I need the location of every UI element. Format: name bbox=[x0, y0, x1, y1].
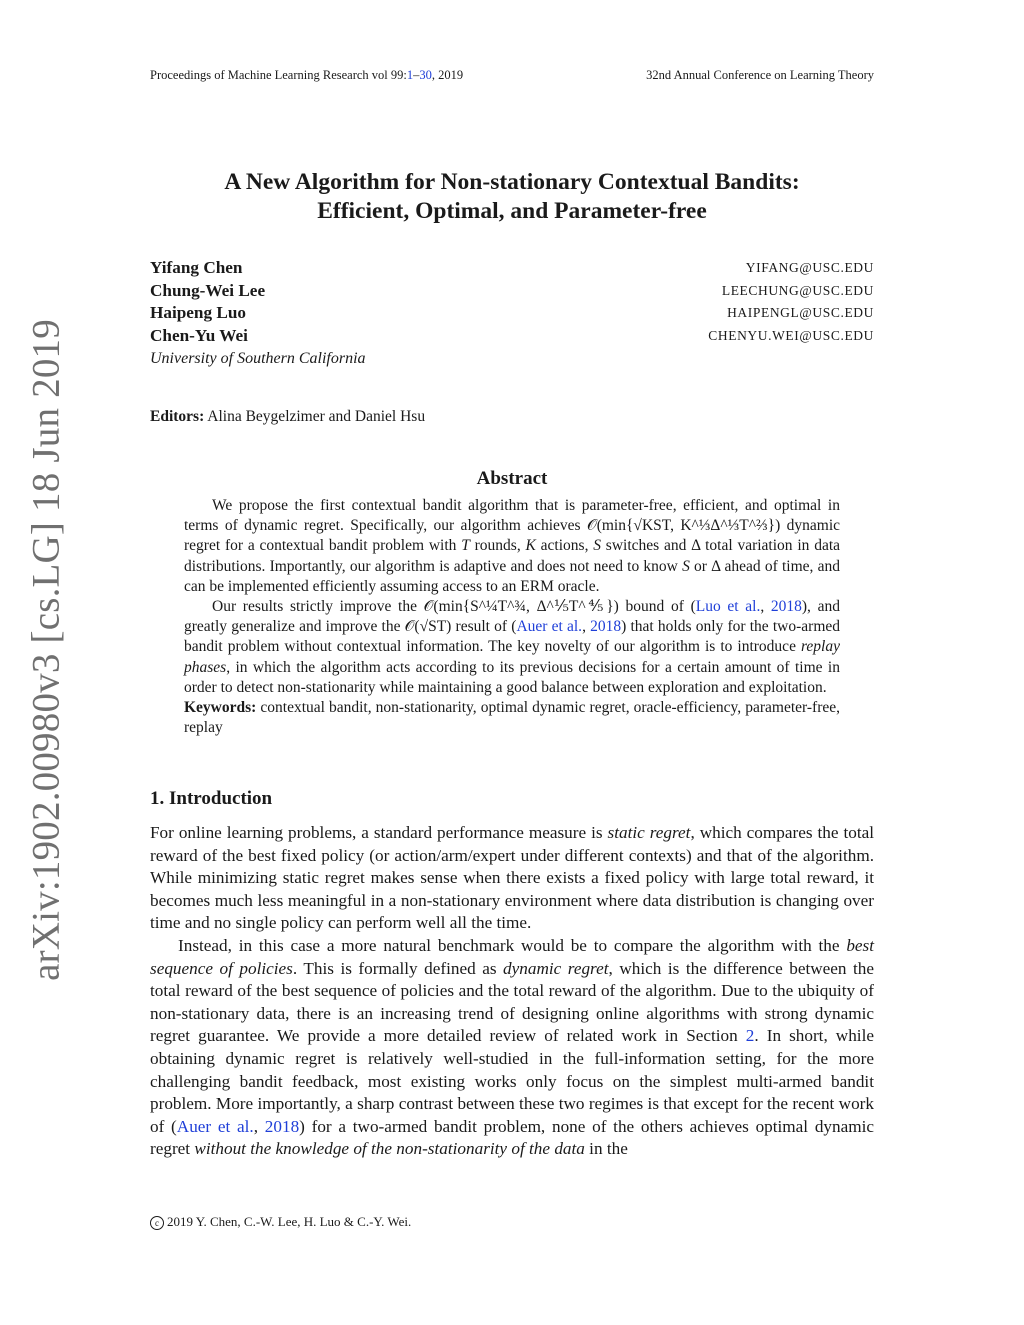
page-range-start-link[interactable]: 1 bbox=[406, 68, 414, 82]
conference-name: 32nd Annual Conference on Learning Theory bbox=[646, 68, 874, 82]
math-bound-3: 𝒪(√ST) bbox=[404, 618, 452, 636]
affiliation: University of Southern California bbox=[150, 350, 366, 368]
author-email: HAIPENGL@USC.EDU bbox=[727, 305, 874, 321]
page-range-end-link[interactable]: 30 bbox=[419, 68, 432, 82]
abstract-paragraph-2: Our results strictly improve the 𝒪(min{S^¼T^¾, Δ^⅕T^⅘}) bound of (Luo et al., 2018), and greatly generalize and improve the 𝒪(√ST) result of (Auer et al., 2018) that holds only for the two-armed bandit problem without contextual information. The key novelty of our algorithm is to introduce replay phases, in which the algorithm acts according to its previous decisions for a certain amount of time in order to detect non-stationarity while maintaining a good balance between exploration and exploitation. bbox=[184, 598, 841, 696]
author-name: Haipeng Luo bbox=[150, 303, 246, 323]
section-heading-introduction: 1. Introduction bbox=[150, 788, 273, 809]
copyright-text: 2019 Y. Chen, C.-W. Lee, H. Luo & C.-Y. Wei. bbox=[167, 1214, 412, 1229]
author-block bbox=[150, 257, 874, 371]
keywords bbox=[184, 698, 840, 738]
citation-link-auer[interactable]: Auer et al. bbox=[516, 618, 583, 636]
arxiv-stamp bbox=[0, 0, 80, 1325]
math-bound-1: 𝒪(min{√KST, K^⅓Δ^⅓T^⅔}) bbox=[586, 517, 781, 535]
author-email: CHENYU.WEI@USC.EDU bbox=[708, 327, 874, 343]
keywords-label: Keywords: bbox=[184, 699, 257, 717]
editors-label: Editors: bbox=[150, 408, 205, 425]
paper-title bbox=[150, 168, 874, 226]
citation-link-auer[interactable]: Auer et al. bbox=[176, 1116, 254, 1136]
title-line-1: A New Algorithm for Non-stationary Contextual Bandits: bbox=[224, 169, 800, 195]
author-name: Chung-Wei Lee bbox=[150, 280, 266, 300]
citation-year-link[interactable]: 2018 bbox=[264, 1116, 300, 1136]
title-line-2: Efficient, Optimal, and Parameter-free bbox=[317, 198, 707, 224]
author-row bbox=[150, 325, 874, 348]
section-ref-link[interactable]: 2 bbox=[745, 1026, 755, 1046]
author-row bbox=[150, 280, 874, 303]
author-name: Yifang Chen bbox=[150, 258, 243, 277]
editors-names: Alina Beygelzimer and Daniel Hsu bbox=[207, 408, 426, 425]
author-email: YIFANG@USC.EDU bbox=[745, 260, 874, 275]
citation-link-luo[interactable]: Luo et al. bbox=[695, 598, 761, 616]
editors-line bbox=[150, 406, 425, 428]
math-bound-2: 𝒪(min{S^¼T^¾, Δ^⅕T^⅘}) bbox=[423, 598, 619, 616]
citation-year-link[interactable]: 2018 bbox=[590, 618, 622, 636]
introduction-body bbox=[150, 822, 874, 1161]
running-header bbox=[150, 68, 874, 84]
author-row bbox=[150, 257, 874, 280]
proceedings-info: Proceedings of Machine Learning Research vol 99:1–30, 2019 bbox=[150, 68, 464, 82]
abstract-heading: Abstract bbox=[476, 468, 548, 489]
citation-year-link[interactable]: 2018 bbox=[770, 598, 802, 616]
intro-paragraph-2: Instead, in this case a more natural benchmark would be to compare the algorithm with the best sequence of policies. This is formally defined as dynamic regret, which is the difference between the total reward of the best sequence of policies and the total reward of the algorithm. Due to the ubiquity of non-stationary data, there is an increasing trend of designing online algorithms with strong dynamic regret guarantee. We provide a more detailed review of related work in Section 2. In short, while obtaining dynamic regret is relatively well-studied in the full-information setting, for the more challenging bandit feedback, most existing works only focus on the simplest multi-armed bandit problem. More importantly, a sharp contrast between these two regimes is that except for the recent work of (Auer et al., 2018) for a two-armed bandit problem, none of the others achieves optimal dynamic regret without the knowledge of the non-stationarity of the data in the bbox=[150, 935, 875, 1159]
author-email: LEECHUNG@USC.EDU bbox=[721, 282, 874, 298]
arxiv-identifier: arXiv:1902.00980v3 [cs.LG] 18 Jun 2019 bbox=[24, 319, 68, 981]
keywords-list: contextual bandit, non-stationarity, optimal dynamic regret, oracle-efficiency, parameter-free, replay bbox=[184, 699, 840, 737]
author-name: Chen-Yu Wei bbox=[150, 325, 248, 345]
copyright-icon: c bbox=[150, 1216, 164, 1230]
abstract-paragraph-1: We propose the first contextual bandit algorithm that is parameter-free, efficient, and optimal in terms of dynamic regret. Specifically, our algorithm achieves 𝒪(min{√KST, K^⅓Δ^⅓T^⅔}) dynamic regret for a contextual bandit problem with T rounds, K actions, S switches and Δ total variation in data distributions. Importantly, our algorithm is adaptive and does not need to know S or Δ ahead of time, and can be implemented efficiently assuming access to an ERM oracle. bbox=[184, 497, 841, 595]
intro-paragraph-1: For online learning problems, a standard performance measure is static regret, which compares the total reward of the best fixed policy (or action/arm/expert under different contexts) and that of the algorithm. While minimizing static regret makes sense when there exists a fixed policy with large total reward, it becomes much less meaningful in a non-stationary environment where data distribution is changing over time and no single policy can perform well all the time. bbox=[150, 823, 875, 933]
copyright-footer bbox=[150, 1213, 411, 1231]
abstract-body bbox=[184, 496, 840, 738]
author-row bbox=[150, 302, 874, 325]
